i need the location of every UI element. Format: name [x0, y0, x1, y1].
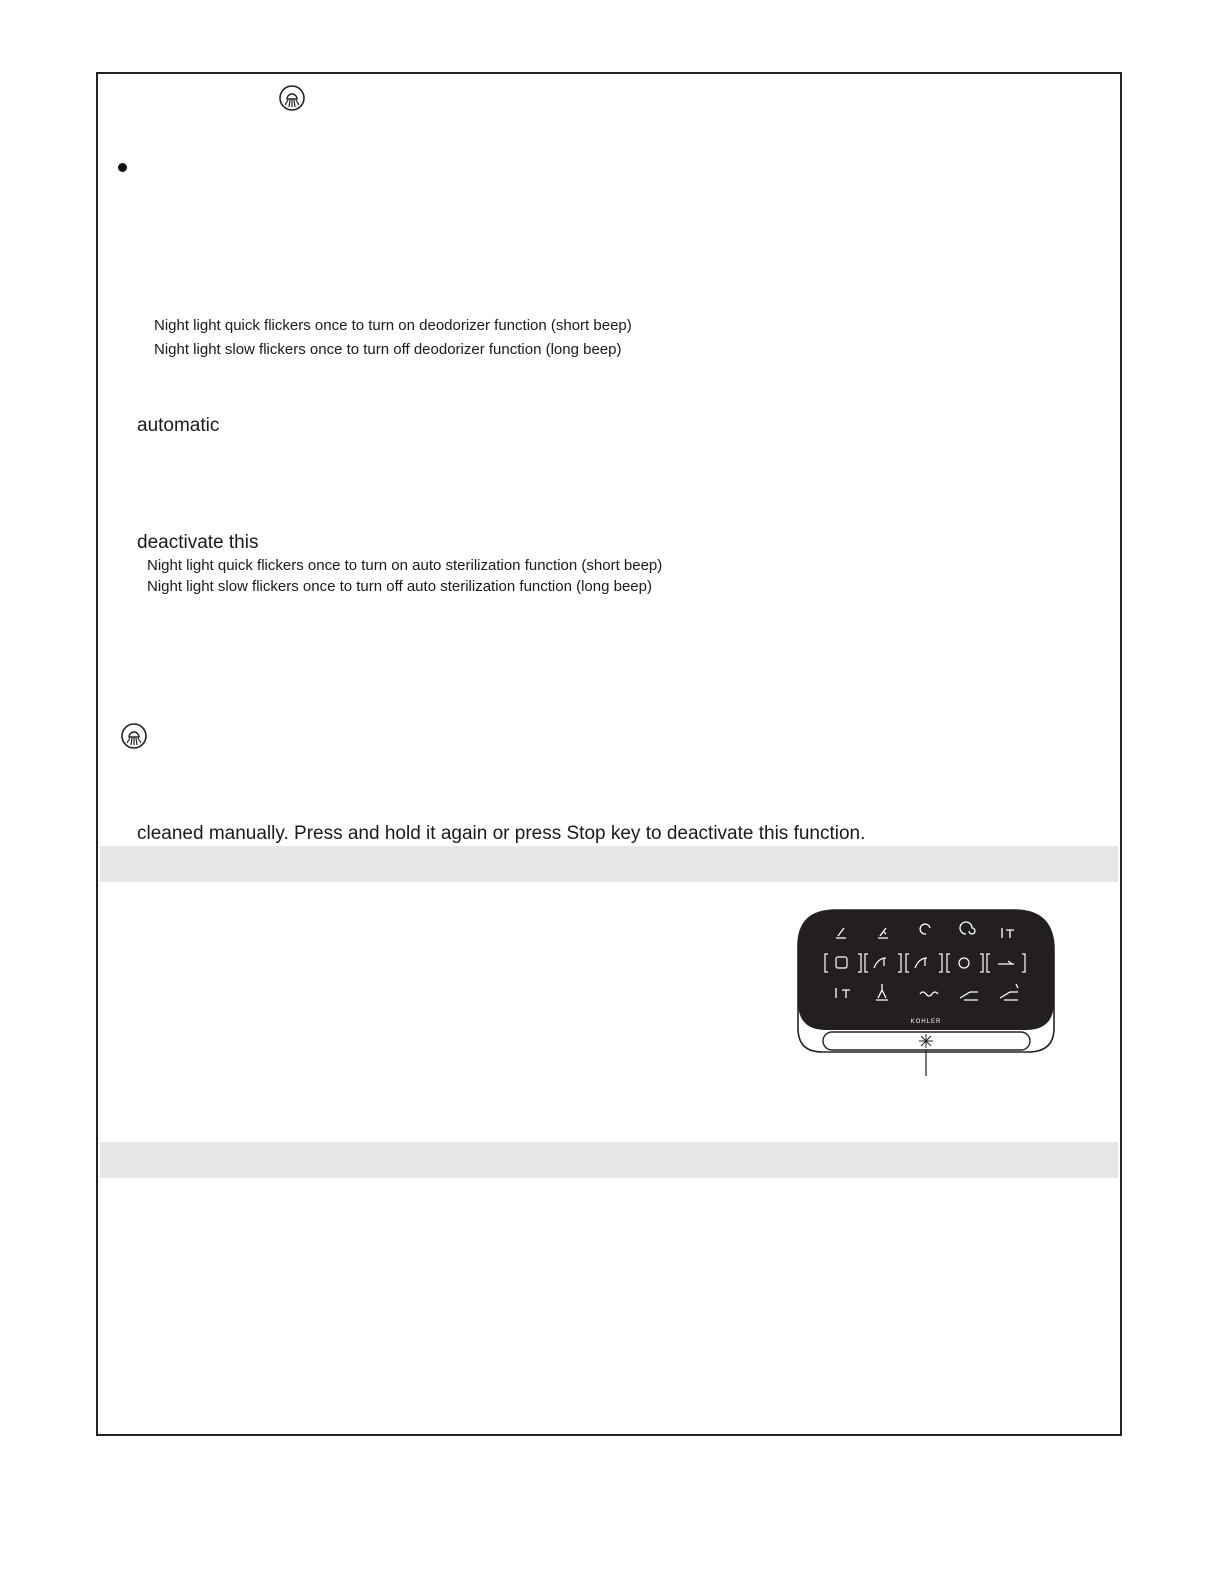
section-band — [100, 846, 1118, 882]
manual-clean-line: cleaned manually. Press and hold it again or press Stop key to deactivate this function. — [137, 823, 866, 844]
night-light-burst-icon — [919, 1034, 933, 1048]
sterilization-fragment-automatic: automatic — [137, 415, 220, 436]
deodorizer-off-line: Night light slow flickers once to turn off deodorizer function (long beep) — [154, 341, 622, 358]
remote-control-illustration — [792, 906, 1060, 1078]
page-frame — [96, 72, 1122, 1436]
remote-panel — [798, 910, 1054, 1030]
deodorizer-on-line: Night light quick flickers once to turn on deodorizer function (short beep) — [154, 317, 632, 334]
night-light-icon — [120, 722, 148, 750]
remote-brand: KOHLER — [910, 1019, 942, 1025]
section-band — [100, 1142, 1118, 1178]
sterilization-off-line: Night light slow flickers once to turn off auto sterilization function (long beep) — [147, 578, 652, 595]
sterilization-fragment-deactivate: deactivate this — [137, 532, 259, 553]
bullet-icon — [118, 163, 127, 172]
sterilization-on-line: Night light quick flickers once to turn on auto sterilization function (short beep) — [147, 557, 663, 574]
night-light-icon — [278, 84, 306, 112]
